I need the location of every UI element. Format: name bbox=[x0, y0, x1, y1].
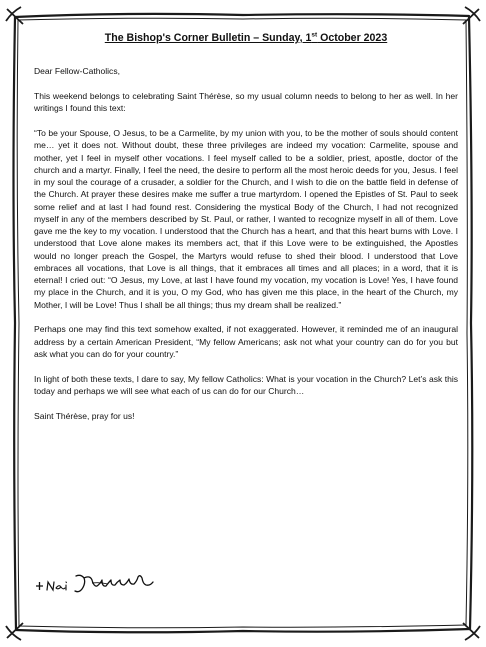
bulletin-body bbox=[34, 32, 458, 434]
signature-icon bbox=[34, 571, 164, 597]
bulletin-title bbox=[34, 32, 458, 44]
title-superscript: st bbox=[311, 31, 318, 39]
reflection-paragraph: Perhaps one may find this text somehow exalted, if not exaggerated. However, it reminded me of an inaugural address by a certain American President, “My fellow Americans; ask not what your country can do for you but ask what you can do for your country.” bbox=[34, 324, 458, 359]
question-paragraph: In light of both these texts, I dare to say, My fellow Catholics: What is your vocation in the Church? Let’s ask this today and perhaps we will see what each of us can do for our Church… bbox=[34, 373, 458, 396]
salutation: Dear Fellow-Catholics, bbox=[34, 66, 120, 77]
title-suffix: October 2023 bbox=[317, 32, 388, 44]
closing-line: Saint Thérèse, pray for us! bbox=[34, 410, 135, 421]
title-prefix: The Bishop's Corner Bulletin – Sunday, 1 bbox=[104, 32, 312, 44]
intro-paragraph: This weekend belongs to celebrating Saint Thérèse, so my usual column needs to belong to her as well. In her writings I found this text: bbox=[34, 91, 458, 114]
handwritten-signature bbox=[34, 571, 164, 597]
quote-paragraph: “To be your Spouse, O Jesus, to be a Carmelite, by my union with you, to be the mother of souls should content me… yet it does not. Without doubt, these three privileges are indeed my vocation: Carmelite, spouse and mother, yet I feel in myself other vocations. I feel myself called to be a soldier, priest, apostle, doctor of the church and a martyr. Finally, I feel the need, the desire to perform all the most heroic deeds for you, Jesus. I feel in my soul the courage of a crusader, a soldier for the Church, and I wish to die on the battle field in defense of the Church. At prayer these desires make me suffer a true martyrdom. I opened the Epistles of St. Paul to seek some relief and at last I had found rest. Considering the mystical Body of the Church, I had not recognized myself in any of the members described by St. Paul, or rather, I wanted to recognize myself in all of them. Love gave me the key to my vocation. I understood that the Church has a heart, and that this heart burns with Love. I understood that Love alone makes its members act, that if this Love were to be extinguished, the Apostles would no longer preach the Gospel, the Martyrs would refuse to shed their blood. I understood that Love embraces all vocations, that Love is all things, that it embraces all times and all places; in a word, that it is eternal! I cried out: “O Jesus, my Love, at last I have found my vocation, my vocation is Love! Yes, I have found my place in the Church, and it is you, O my God, who has given me this place, in the heart of the Church, my Mother, I will be Love! Thus I shall be all things; thus my dream shall be realized.” bbox=[34, 128, 458, 310]
